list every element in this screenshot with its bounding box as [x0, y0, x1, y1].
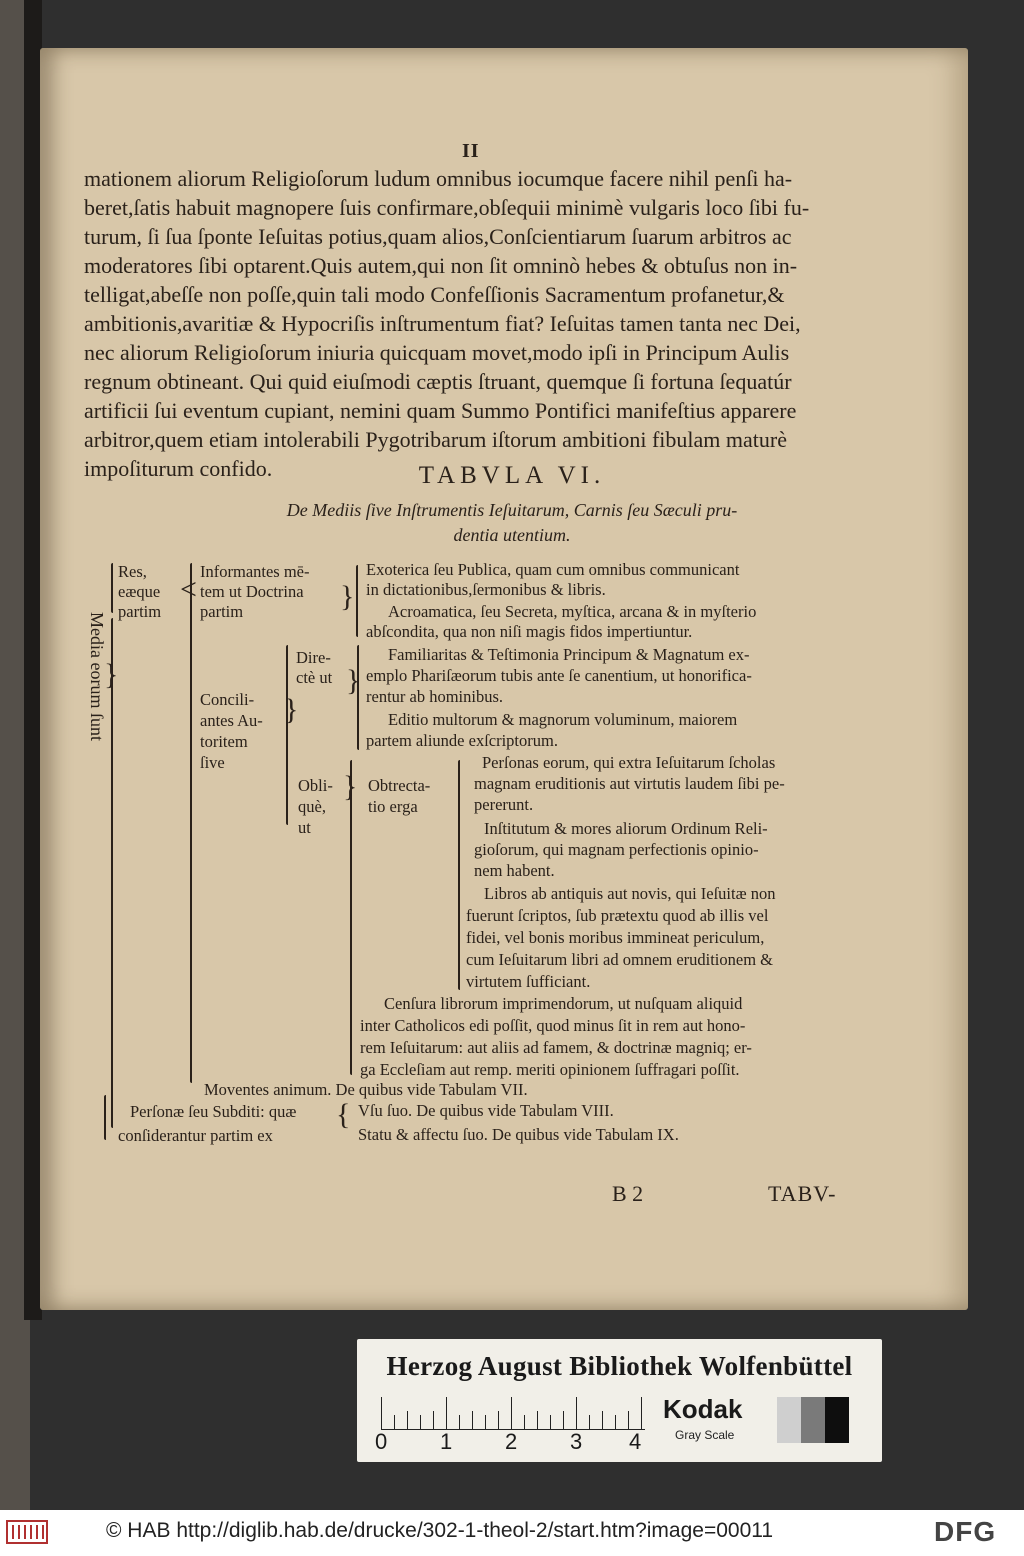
- vertical-label: Media eorum ſunt: [87, 612, 107, 741]
- ruler-number: 2: [505, 1429, 518, 1454]
- tree-personas: magnam eruditionis aut virtutis laudem ſibi pe-: [474, 774, 785, 793]
- body-line: ambitionis,avaritiæ & Hypocriſis inſtrumentum fiat? Ieſuitas tamen tanta nec Dei,: [84, 311, 801, 336]
- bracket-personae: [104, 1095, 106, 1140]
- body-line: artificii ſui eventum cupiant, nemini quam Summo Pontifici manifeſtius apparere: [84, 398, 797, 423]
- tree-censura: inter Catholicos edi poſſit, quod minus ſit in rem aut hono-: [360, 1016, 746, 1035]
- body-line: telligat,abeſſe non poſſe,quin tali modo Confeſſionis Sacramentum profanetur,&: [84, 282, 785, 307]
- tree-obtrectatio: tio erga: [368, 797, 418, 816]
- body-line: arbitror,quem etiam intolerabili Pygotribarum iſtorum ambitioni fibulam maturè: [84, 427, 787, 452]
- tree-personas: Perſonas eorum, qui extra Ieſuitarum ſcholas: [482, 753, 776, 772]
- bracket-directe: [357, 645, 359, 750]
- tree-institutum: nem habent.: [474, 861, 555, 880]
- tree-editio: partem aliunde exſcriptorum.: [366, 731, 558, 750]
- tree-libros: fuerunt ſcriptos, ſub prætextu quod ab illis vel: [466, 906, 769, 925]
- library-name: Herzog August Bibliothek Wolfenbüttel: [386, 1351, 853, 1381]
- tree-res: Res,: [118, 562, 147, 581]
- ruler-number: 3: [570, 1429, 583, 1454]
- bracket-res: [111, 563, 113, 613]
- tree-conciliantes: antes Au-: [200, 711, 263, 730]
- tree-oblique: Obli-: [298, 776, 333, 795]
- body-line: nec aliorum Religioſorum iniuria quicquam movet,modo ipſi in Principum Aulis: [84, 340, 790, 365]
- library-label: [357, 1339, 882, 1462]
- tree-oblique: ut: [298, 818, 311, 837]
- tree-exoterica: in dictationibus,ſermonibus & libris.: [366, 580, 606, 599]
- bracket-oblique: [350, 760, 352, 1075]
- body-line: mationem aliorum Religioſorum ludum omnibus iocumque facere nihil penſi ha-: [84, 166, 793, 191]
- tree-censura: ga Eccleſiam aut remp. meriti opinionem ſuffragari poſſit.: [360, 1060, 740, 1079]
- tree-usu: Vſu ſuo. De quibus vide Tabulam VIII.: [358, 1101, 614, 1120]
- brace-directe: }: [346, 664, 361, 697]
- body-line: regnum obtineant. Qui quid eiuſmodi cæptis ſtruant, quemque ſi fortuna ſequatúr: [84, 369, 792, 394]
- signature-mark: B 2: [612, 1181, 644, 1206]
- tree-personas: pererunt.: [474, 795, 534, 814]
- body-line: turum, ſi ſua ſponte Ieſuitas potius,quam alios,Conſcientiarum ſuarum arbitros ac: [84, 224, 792, 249]
- bracket-conciliantes: [286, 645, 288, 825]
- ruler-number: 1: [440, 1429, 453, 1454]
- ruler: [381, 1397, 645, 1430]
- tree-directe: Dire-: [296, 648, 331, 667]
- tree-informantes: partim: [200, 602, 244, 621]
- tree-familiaritas: rentur ab hominibus.: [366, 687, 504, 706]
- gray-swatch-mid: [801, 1397, 825, 1443]
- brace-doctrina: }: [340, 580, 355, 613]
- tree-res: eæque: [118, 582, 161, 601]
- bracket-doctrina: [356, 565, 358, 637]
- tree-conciliantes: ſive: [200, 753, 225, 772]
- tree-informantes: tem ut Doctrina: [200, 582, 304, 601]
- brace-personae: {: [336, 1098, 351, 1131]
- gray-swatch-light: [777, 1397, 801, 1443]
- tree-libros: Libros ab antiquis aut novis, qui Ieſuitæ non: [484, 884, 776, 903]
- brace-oblique: }: [343, 770, 358, 803]
- tree-conciliantes: toritem: [200, 732, 248, 751]
- page-number: II: [462, 140, 480, 162]
- tree-institutum: gioſorum, qui magnam perfectionis opinio-: [474, 840, 759, 859]
- tree-editio: Editio multorum & magnorum voluminum, maiorem: [388, 710, 738, 729]
- brace-res: <: [180, 573, 197, 606]
- ruler-number: 4: [629, 1429, 642, 1454]
- tree-libros: fidei, vel bonis moribus immineat periculum,: [466, 928, 765, 947]
- tree-obtrectatio: Obtrecta-: [368, 776, 431, 795]
- table-subtitle: dentia utentium.: [453, 525, 571, 545]
- kodak-logo: Kodak: [663, 1394, 743, 1424]
- tree-moventes: Moventes animum. De quibus vide Tabulam VII.: [204, 1080, 528, 1099]
- tree-libros: cum Ieſuitarum libri ad omnem eruditionem &: [466, 950, 774, 969]
- tree-familiaritas: Familiaritas & Teſtimonia Principum & Magnatum ex-: [388, 645, 750, 664]
- source-url[interactable]: © HAB http://diglib.hab.de/drucke/302-1-theol-2/start.htm?image=00011: [106, 1519, 774, 1542]
- dfg-logo: DFG: [934, 1516, 997, 1547]
- bracket-obtrectatio: [458, 760, 460, 990]
- tree-statu: Statu & affectu ſuo. De quibus vide Tabulam IX.: [358, 1125, 679, 1144]
- tree-censura: rem Ieſuitarum: aut aliis ad famem, & doctrinæ magniq; er-: [360, 1038, 752, 1057]
- tree-institutum: Inſtitutum & mores aliorum Ordinum Reli-: [484, 819, 768, 838]
- tree-conciliantes: Concili-: [200, 690, 255, 709]
- tree-familiaritas: emplo Phariſæorum tubis ante ſe canentium, ut honorifica-: [366, 666, 752, 685]
- body-line: moderatores ſibi optarent.Quis autem,qui non ſit omninò hebes & obtuſus non in-: [84, 253, 798, 278]
- brace-main: }: [104, 658, 119, 691]
- tree-exoterica: Exoterica ſeu Publica, quam cum omnibus communicant: [366, 560, 740, 579]
- tree-directe: ctè ut: [296, 668, 333, 687]
- bracket-main: [111, 618, 113, 1128]
- table-title: TABVLA VI.: [418, 462, 606, 489]
- brace-conciliantes: }: [284, 693, 299, 726]
- tree-acroamatica: abſcondita, qua non niſi magis fidos impertiuntur.: [366, 622, 693, 641]
- body-line: impoſiturum confido.: [84, 456, 273, 481]
- tree-res: partim: [118, 602, 162, 621]
- footer-bar: [0, 1510, 1024, 1556]
- tree-libros: virtutem ſufficiant.: [466, 972, 591, 991]
- hab-logo-icon: [6, 1520, 48, 1544]
- bracket-res-partim: [190, 563, 192, 1083]
- table-subtitle: De Mediis ſive Inſtrumentis Ieſuitarum, Carnis ſeu Sæculi pru-: [286, 500, 738, 520]
- tree-personae: Perſonæ ſeu Subditi: quæ: [130, 1102, 297, 1121]
- body-line: beret,ſatis habuit magnopere ſuis confirmare,obſequii minimè vulgaris loco ſibi fu-: [84, 195, 810, 220]
- tree-censura: Cenſura librorum imprimendorum, ut nuſquam aliquid: [384, 994, 743, 1013]
- gray-scale-label: Gray Scale: [675, 1428, 735, 1442]
- ruler-number: 0: [375, 1429, 388, 1454]
- tree-oblique: què,: [298, 797, 326, 816]
- gray-swatch-dark: [825, 1397, 849, 1443]
- catchword: TABV-: [768, 1181, 837, 1206]
- tree-informantes: Informantes mē-: [200, 562, 310, 581]
- tree-acroamatica: Acroamatica, ſeu Secreta, myſtica, arcana & in myſterio: [388, 602, 757, 621]
- tree-personae: conſiderantur partim ex: [118, 1126, 273, 1145]
